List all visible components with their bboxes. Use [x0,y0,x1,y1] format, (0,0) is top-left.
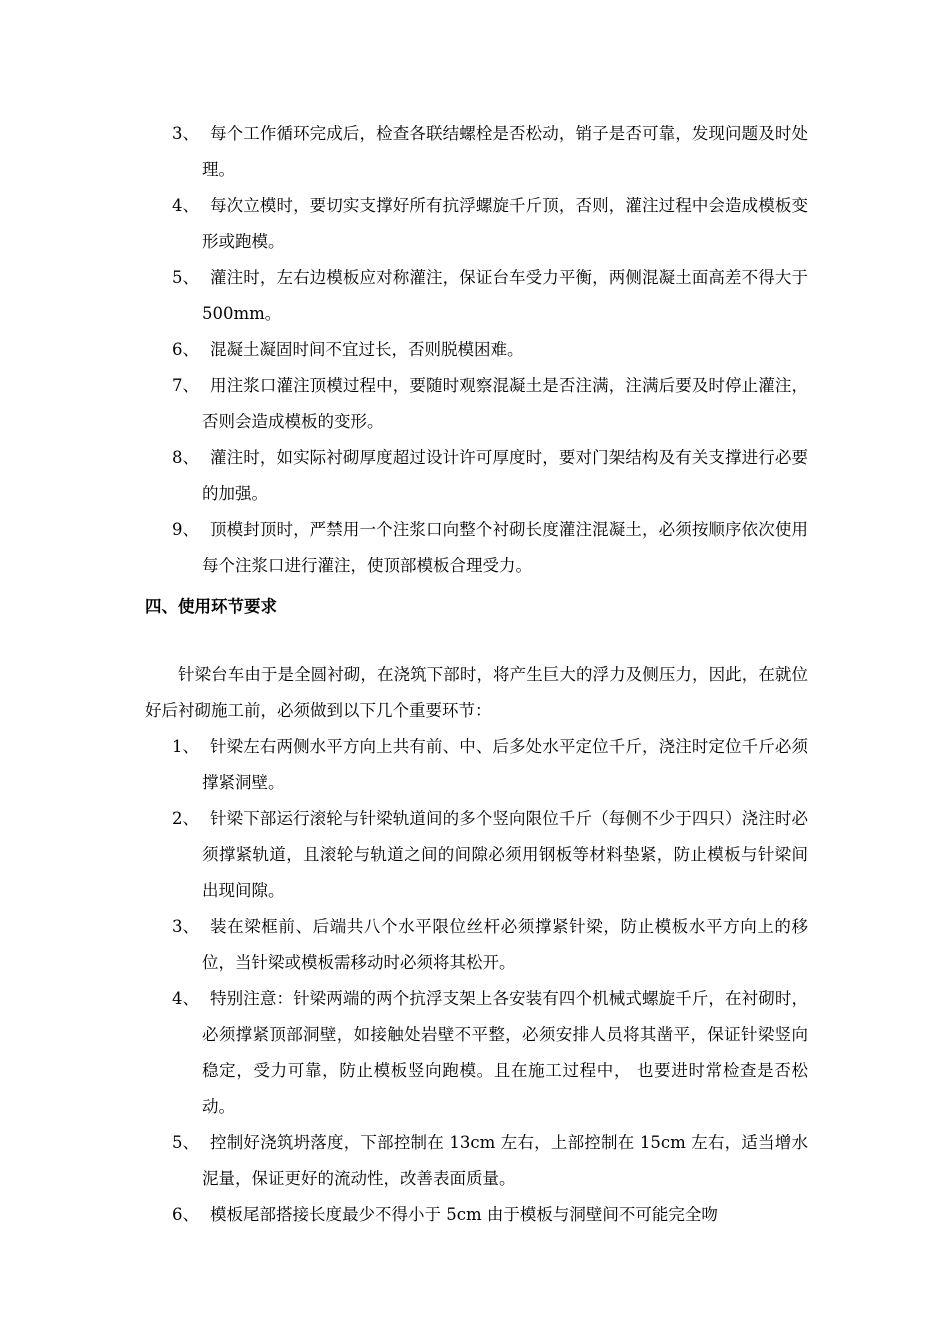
item-text: 混凝土凝固时间不宜过长，否则脱模困难。 [210,340,524,359]
list-item [0,981,808,1125]
item-number: 1、 [172,737,199,756]
item-number: 6、 [172,1205,199,1224]
item-text: 针梁左右两侧水平方向上共有前、中、后多处水平定位千斤，浇注时定位千斤必须撑紧洞壁。 [202,737,808,792]
item-text: 针梁下部运行滚轮与针梁轨道间的多个竖向限位千斤（每侧不少于四只）浇注时必须撑紧轨道，且滚轮与轨道之间的间隙必须用钢板等材料垫紧，防止模板与针梁间出现间隙。 [202,809,808,900]
list-item [0,440,808,512]
intro-paragraph: 针梁台车由于是全圆衬砌，在浇筑下部时，将产生巨大的浮力及侧压力，因此，在就位好后衬砌施工前，必须做到以下几个重要环节： [145,665,808,720]
list-item [0,116,808,188]
item-number: 8、 [172,448,199,467]
item-text: 装在梁框前、后端共八个水平限位丝杆必须撑紧针梁，防止模板水平方向上的移位，当针梁或模板需移动时必须将其松开。 [202,917,808,972]
list-item [0,1197,808,1233]
list-item [0,729,808,801]
item-number: 5、 [172,268,199,287]
item-text: 特别注意：针梁两端的两个抗浮支架上各安装有四个机械式螺旋千斤，在衬砌时，必须撑紧顶部洞壁，如接触处岩壁不平整，必须安排人员将其凿平，保证针梁竖向稳定，受力可靠，防止模板竖向跑模。且在施工过程中， 也要进时常检查是否松动。 [202,989,808,1116]
item-text: 用注浆口灌注顶模过程中，要随时观察混凝土是否注满，注满后要及时停止灌注，否则会造成模板的变形。 [202,376,808,431]
item-number: 9、 [172,520,199,539]
item-number: 5、 [172,1133,199,1152]
item-text: 顶模封顶时，严禁用一个注浆口向整个衬砌长度灌注混凝土，必须按顺序依次使用每个注浆口进行灌注，使顶部模板合理受力。 [202,520,808,575]
list-item [0,801,808,909]
item-number: 7、 [172,376,199,395]
list-item [0,260,808,332]
section3-list [0,116,808,584]
item-number: 3、 [172,124,199,143]
item-text: 灌注时，如实际衬砌厚度超过设计许可厚度时，要对门架结构及有关支撑进行必要的加强。 [202,448,808,503]
list-item [0,332,808,368]
item-text: 灌注时，左右边模板应对称灌注，保证台车受力平衡，两侧混凝土面高差不得大于 500mm。 [202,268,808,323]
list-item [0,512,808,584]
item-text: 模板尾部搭接长度最少不得小于 5cm 由于模板与洞壁间不可能完全吻 [210,1205,718,1224]
item-number: 4、 [172,989,199,1008]
list-item [0,909,808,981]
list-item [0,1125,808,1197]
item-number: 2、 [172,809,199,828]
item-text: 每个工作循环完成后，检查各联结螺栓是否松动，销子是否可靠，发现问题及时处理。 [202,124,808,179]
item-text: 每次立模时，要切实支撑好所有抗浮螺旋千斤顶，否则，灌注过程中会造成模板变形或跑模。 [202,196,808,251]
item-number: 6、 [172,340,199,359]
section4-list [0,729,808,1233]
list-item [0,368,808,440]
section-heading: 四、使用环节要求 [145,597,277,616]
item-number: 4、 [172,196,199,215]
list-item [0,188,808,260]
item-text: 控制好浇筑坍落度，下部控制在 13cm 左右，上部控制在 15cm 左右，适当增水泥量，保证更好的流动性，改善表面质量。 [202,1133,808,1188]
item-number: 3、 [172,917,199,936]
